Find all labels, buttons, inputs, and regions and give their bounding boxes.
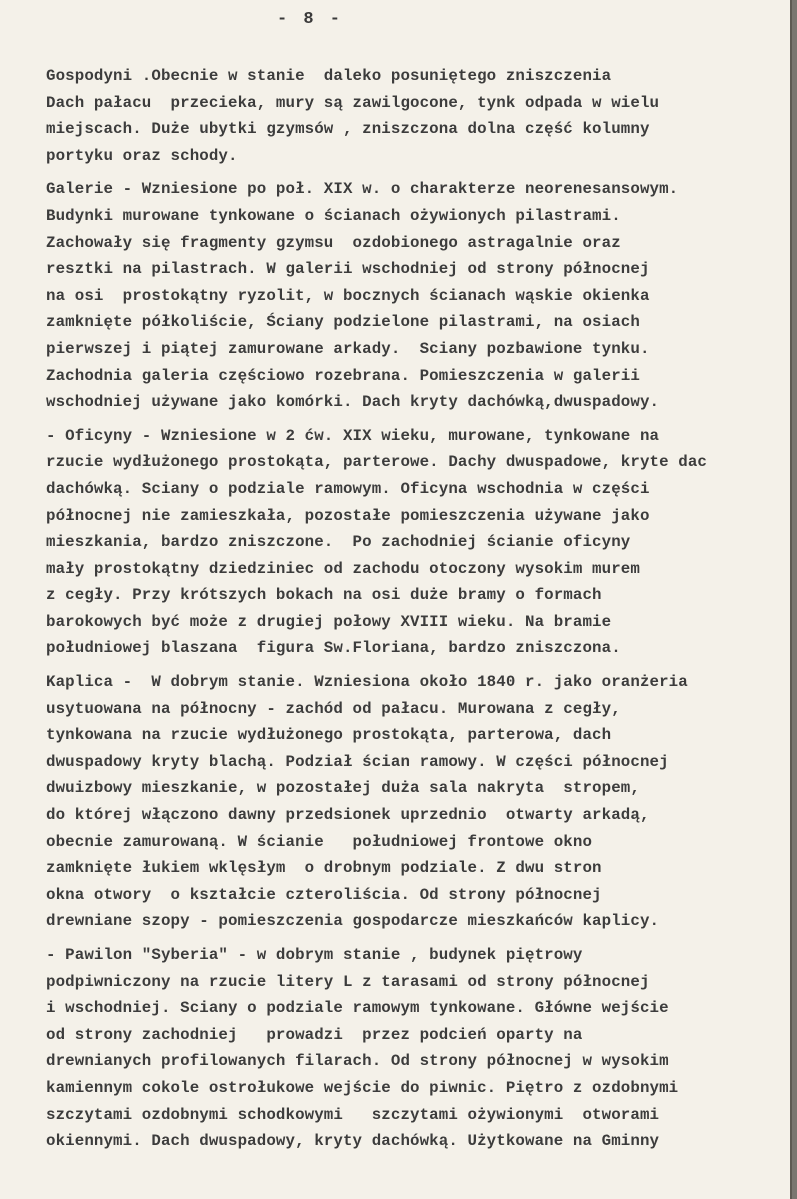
text-line: miejscach. Duże ubytki gzymsów , zniszczona dolna część kolumny: [46, 120, 650, 139]
text-line: szczytami ozdobnymi schodkowymi szczytami ożywionymi otworami: [46, 1105, 660, 1124]
text-line: podpiwniczony na rzucie litery L z tarasami od strony północnej: [46, 972, 650, 991]
text-line: okiennymi. Dach dwuspadowy, kryty dachówką. Użytkowane na Gminny: [46, 1132, 660, 1151]
text-line: - Oficyny - Wzniesione w 2 ćw. XIX wieku, murowane, tynkowane na: [46, 426, 660, 445]
text-line: Budynki murowane tynkowane o ścianach ożywionych pilastrami.: [46, 206, 621, 225]
text-line: kamiennym cokole ostrołukowe wejście do piwnic. Piętro z ozdobnymi: [46, 1078, 679, 1097]
text-line: okna otwory o kształcie czteroliścia. Od strony północnej: [46, 885, 602, 904]
text-line: południowej blaszana figura Sw.Floriana, bardzo zniszczona.: [46, 639, 621, 658]
text-line: mały prostokątny dziedziniec od zachodu otoczony wysokim murem: [46, 559, 640, 578]
text-line: od strony zachodniej prowadzi przez podcień oparty na: [46, 1025, 583, 1044]
text-line: Dach pałacu przecieka, mury są zawilgocone, tynk odpada w wielu: [46, 93, 660, 112]
text-line: drewnianych profilowanych filarach. Od strony północnej w wysokim: [46, 1052, 669, 1071]
text-line: dwuspadowy kryty blachą. Podział ścian ramowy. W części północnej: [46, 752, 669, 771]
text-line: usytuowana na północny - zachód od pałacu. Murowana z cegły,: [46, 699, 621, 718]
text-line: dachówką. Sciany o podziale ramowym. Oficyna wschodnia w części: [46, 479, 650, 498]
page-number: - 8 -: [276, 10, 343, 29]
text-line: pierwszej i piątej zamurowane arkady. Sciany pozbawione tynku.: [46, 339, 650, 358]
text-line: tynkowana na rzucie wydłużonego prostokąta, parterowa, dach: [46, 726, 612, 745]
document-body: [46, 63, 792, 1162]
text-line: Galerie - Wzniesione po poł. XIX w. o charakterze neorenesansowym.: [46, 180, 679, 199]
text-line: Zachowały się fragmenty gzymsu ozdobionego astragalnie oraz: [46, 233, 621, 252]
text-line: zamknięte półkoliście, Ściany podzielone pilastrami, na osiach: [46, 313, 640, 332]
text-line: - Pawilon "Syberia" - w dobrym stanie , budynek piętrowy: [46, 946, 583, 964]
text-line: resztki na pilastrach. W galerii wschodniej od strony północnej: [46, 260, 650, 279]
text-line: Kaplica - W dobrym stanie. Wzniesiona około 1840 r. jako oranżeria: [46, 673, 688, 692]
text-line: rzucie wydłużonego prostokąta, parterowe. Dachy dwuspadowe, kryte dac: [46, 453, 707, 472]
text-line: obecnie zamurowaną. W ścianie południowej frontowe okno: [46, 832, 593, 851]
text-line: Zachodnia galeria częściowo rozebrana. Pomieszczenia w galerii: [46, 366, 640, 385]
paragraph: [46, 63, 792, 169]
text-line: na osi prostokątny ryzolit, w bocznych ścianach wąskie okienka: [46, 286, 650, 305]
text-line: portyku oraz schody.: [46, 146, 238, 165]
paragraph: [46, 942, 792, 1155]
text-line: drewniane szopy - pomieszczenia gospodarcze mieszkańców kaplicy.: [46, 912, 660, 931]
text-line: barokowych być może z drugiej połowy XVIII wieku. Na bramie: [46, 612, 612, 631]
text-line: mieszkania, bardzo zniszczone. Po zachodniej ścianie oficyny: [46, 533, 631, 552]
text-line: z cegły. Przy krótszych bokach na osi duże bramy o formach: [46, 586, 602, 605]
text-line: północnej nie zamieszkała, pozostałe pomieszczenia używane jako: [46, 506, 650, 525]
text-line: i wschodniej. Sciany o podziale ramowym tynkowane. Główne wejście: [46, 999, 669, 1018]
text-line: Gospodyni .Obecnie w stanie daleko posuniętego zniszczenia: [46, 67, 612, 85]
text-line: wschodniej używane jako komórki. Dach kryty dachówką,dwuspadowy.: [46, 393, 660, 412]
text-line: zamknięte łukiem wklęsłym o drobnym podziale. Z dwu stron: [46, 859, 602, 878]
paragraph: [46, 176, 792, 415]
paragraph: [46, 669, 792, 935]
text-line: do której włączono dawny przedsionek uprzednio otwarty arkadą,: [46, 806, 650, 825]
text-line: dwuizbowy mieszkanie, w pozostałej duża sala nakryta stropem,: [46, 779, 640, 798]
paragraph: [46, 423, 792, 662]
